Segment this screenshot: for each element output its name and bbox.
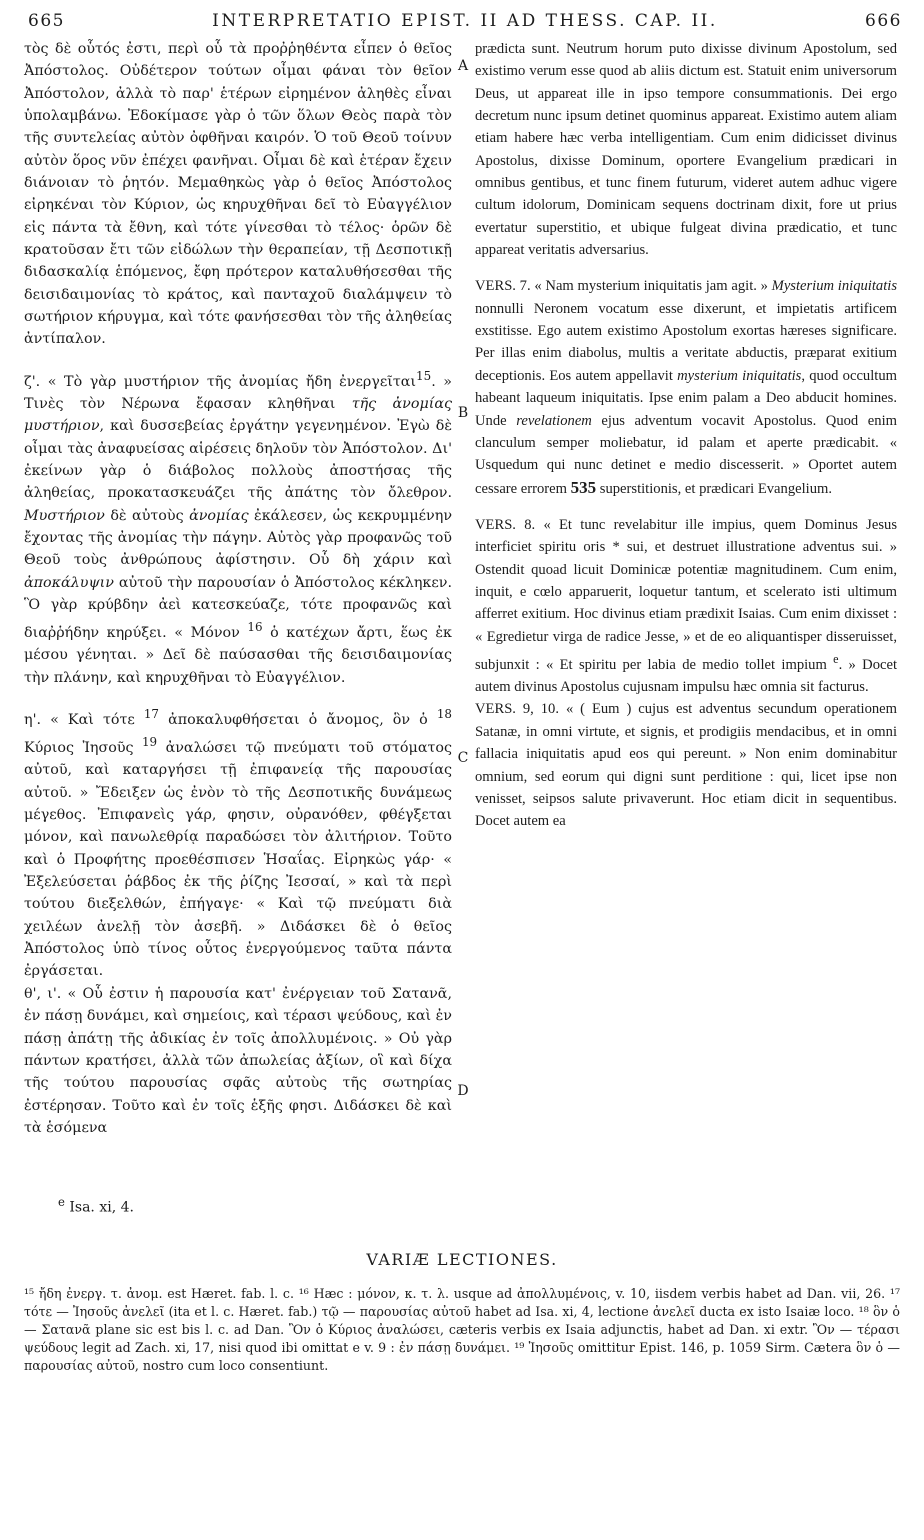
greek-paragraph-4: θ', ι'. « Οὗ ἐστιν ἡ παρουσία κατ' ἐνέργειαν τοῦ Σατανᾶ, ἐν πάσῃ δυνάμει, καὶ σημείοις, καὶ τέρασι ψεύδους, καὶ ἐν πάσῃ ἀπάτῃ τῆς ἀδικίας ἐν τοῖς ἀπολλυμένοις. » Οὐ γὰρ πάντων κρατήσει, ἀλλὰ τῶν ἀπωλείας ἀξίων, οἳ καὶ δίχα τῆς τούτου παρουσίας σφᾶς αὐτοὺς τῆς σωτηρίας ἐστέρησαν. Τοῦτο καὶ ἐν τοῖς ἑξῆς φησι. Διδάσκει δὲ καὶ τὰ ἑσόμενα <box>24 985 452 1136</box>
latin-paragraph-4: VERS. 9, 10. « ( Eum ) cujus est adventus secundum operationem Satanæ, in omni virtute, et signis, et prodigiis mendacibus, et in omni fallacia iniquitatis apud eos qui pereunt. » Non enim dominabitur omnium, sed eorum qui digni sunt perditione : qui, licet ipse non venisset, seipsos salute privaverunt. Hoc etiam dicit in sequentibus. Docet autem ea <box>475 701 897 830</box>
verse-label: ζ'. <box>24 373 41 390</box>
latin-paragraph-2: VERS. 7. « Nam mysterium iniquitatis jam agit. » Mysterium iniquitatis nonnulli Neronem vocatum esse dixerunt, et impietatis artificem exstitisse. Ego autem existimo Apostolum exortas hæreses significare. Per illas enim diabolus, multis a veritate abductis, præparat exitium deceptionis. Eos autem appellavit mysterium iniquitatis, quod occultum habeant laqueum iniquitatis. Ipse enim palam a Deo abducit homines. Unde revelationem ejus adventum vocavit Apostolus. Quod enim clanculum semper moliebatur, id palam et aperte prædicabit. « Usquedum qui nunc detinet e medio discesserit. » Oportet autem cessare errorem 535 superstitionis, et prædicari Evangelium. <box>475 278 897 497</box>
verse-label: η'. <box>24 711 42 728</box>
verse-label: θ', ι'. <box>24 985 62 1002</box>
variae-lectiones-title: VARIÆ LECTIONES. <box>366 1250 558 1269</box>
right-page-number: 666 <box>865 11 902 31</box>
marker-a: A <box>457 58 469 74</box>
variae-lectiones-text: ¹⁵ ἤδη ἐνεργ. τ. ἀνομ. est Hæret. fab. l. c. ¹⁶ Hæc : μόνον, κ. τ. λ. usque ad ἀπολλυμένοις, v. 10, iisdem verbis habet ad Dan. vii, 26. ¹⁷ τότε — Ἰησοῦς ἀνελεῖ (ita et l. c. Hæret. fab.) τῷ — παρουσίας αὐτοῦ habet ad Isa. xi, 4, lectione ἀνελεῖ ducta ex isto Isaiæ loco. ¹⁸ ὃν ὁ — Σατανᾶ plane sic est bis l. c. ad Dan. Ὃν ὁ Κύριος ἀναλώσει, cæteris verbis ex Isaia adjunctis, habet ad Dan. xi extr. Ὃν — τέρασι ψεύδους legit ad Zach. xi, 17, nisi quod ibi omittat e v. 9 : ἐν πάσῃ δυνάμει. ¹⁹ Ἰησοῦς omittitur Epist. 146, p. 1059 Sirm. Cætera ὃν ὁ — παρουσίας αὐτοῦ, nostro cum loco consentiunt. <box>24 1286 900 1373</box>
marker-b: B <box>457 405 469 421</box>
greek-column <box>24 38 452 1139</box>
verse-label: VERS. 9, 10. <box>475 701 560 718</box>
greek-paragraph-1: τὸς δὲ οὗτός ἐστι, περὶ οὗ τὰ προῤῥηθέντα εἶπεν ὁ θεῖος Ἀπόστολος. Οὐδέτερον τούτων οἶμαι φάναι τὸν θεῖον Ἀπόστολον, ἀλλὰ τὸ παρ' ἑτέρων εἰρημένον ἀληθὲς εἶναι ὑπολαμβάνω. Ἐδοκίμασε γὰρ ὁ τῶν ὅλων Θεὸς παρὰ τὸν τῆς συντελείας αὐτὸν ὀφθῆναι καιρόν. Ὁ τοῦ Θεοῦ τοίνυν αὐτὸν ὅρος νῦν ἐπέχει φανῆναι. Οἶμαι δὲ καὶ ἑτέραν ἔχειν διάνοιαν τὸ ῥητόν. Μεμαθηκὼς γὰρ ὁ θεῖος Ἀπόστολος εἰρηκέναι τὸν Κύριον, ὡς κηρυχθῆναι δεῖ τὸ Εὐαγγέλιον εἰς πάντα τὰ ἔθνη, καὶ τότε γίνεσθαι τὸ τέλος· ὁρῶν δὲ κρατοῦσαν ἔτι τῶν εἰδώλων τὴν θεραπείαν, τῇ Δεσποτικῇ διδασκαλίᾳ ἑπόμενος, ἔφη πρότερον καταλυθήσεσθαι τῆς δεισιδαιμονίας τὸ κράτος, καὶ πανταχοῦ διαλάμψειν τὸ σωτήριον κήρυγμα, καὶ τότε φανήσεσθαι τὸν τῆς ἀληθείας ἀντίπαλον. <box>24 41 452 348</box>
marker-c: C <box>457 750 469 766</box>
verse-label: VERS. 8. <box>475 516 536 533</box>
greek-paragraph-2: ζ'. « Τὸ γὰρ μυστήριον τῆς ἀνομίας ἤδη ἐνεργεῖται$^{15}$. » Τινὲς τὸν Νέρωνα ἔφασαν κληθῆναι τῆς ἀνομίας μυστήριον, καὶ δυσσεβείας ἐργάτην γεγενημένον. Ἐγὼ δὲ οἶμαι τὰς ἀναφυείσας αἱρέσεις δηλοῦν τὸν Ἀπόστολον. Δι' ἐκείνων γὰρ ὁ διάβολος πολλοὺς ἀποστήσας τῆς ἀληθείας, προκατασκευάζει τῆς ἀπάτης τὸν ὄλεθρον. Μυστήριον δὲ αὐτοὺς ἀνομίας ἐκάλεσεν, ὡς κεκρυμμένην ἔχοντας τῆς ἀνομίας τὴν πάγην. Αὐτὸς γὰρ προφανῶς τοῦ Θεοῦ τοὺς ἀνθρώπους ἀφίστησιν. Οὗ δὴ χάριν καὶ ἀποκάλυψιν αὐτοῦ τὴν παρουσίαν ὁ Ἀπόστολος κέκληκεν. Ὃ γὰρ κρύβδην ἀεὶ κατεσκεύαζε, τότε προφανῶς καὶ διαῤῥήδην κηρύξει. « Μόνον $^{16}$ ὁ κατέχων ἄρτι, ἕως ἐκ μέσου γένηται. » Δεῖ δὲ παύσασθαι τῆς δεισιδαιμονίας τὴν πλάνην, καὶ κηρυχθῆναι τὸ Εὐαγγέλιον. <box>24 368 453 686</box>
latin-paragraph-3: VERS. 8. « Et tunc revelabitur ille impius, quem Dominus Jesus interficiet spiritu oris * sui, et destruet illustratione adventus sui. » Ostendit quoad licuit Dominicæ potentiæ magnitudinem. Cum enim, inquit, e cœlo apparuerit, loquetur tantum, et scelerato isti ultimum afferret exitium. Hoc divinus etiam prædixit Isaias. Cum enim dixisset : « Egredietur virga de radice Jesse, » et de eo aliquantisper disseruisset, subjunxit : « Et spiritu per labia de medio tollet impium $^e$. » Docet autem divinus Apostolus cujusnam impulsu hæc omnia sit facturus. <box>475 516 897 696</box>
running-title: INTERPRETATIO EPIST. II AD THESS. CAP. II. <box>212 11 718 31</box>
latin-paragraph-1: prædicta sunt. Neutrum horum puto dixisse divinum Apostolum, sed existimo verum esse quod ab aliis dictum est. Statuit enim universorum Deus, ut appareat ille in ipso tempore consummationis. Dei ergo decretum nunc ipsum detinet quominus appareat. Existimo autem aliam etiam habere hæc verba intelligentiam. Cum enim didicisset divinus Apostolus, dixisse Dominum, oportere Evangelium prædicari in omnibus gentibus, et tunc finem futurum, videret autem adhuc vigere cultum idolorum, Dominicam sequens doctrinam dixit, fore ut prius evertatur superstitio, et ubique fulgeat divina prædicatio, et tunc appareat veritatis adversarius. <box>475 41 897 259</box>
marker-d: D <box>457 1083 469 1099</box>
latin-column <box>475 38 897 833</box>
left-page-number: 665 <box>28 11 65 31</box>
inline-page-number: 535 <box>570 477 597 497</box>
page-header <box>28 6 902 36</box>
greek-paragraph-3: η'. « Καὶ τότε $^{17}$ ἀποκαλυφθήσεται ὁ ἄνομος, ὃν ὁ $^{18}$ Κύριος Ἰησοῦς $^{19}$ ἀναλώσει τῷ πνεύματι τοῦ στόματος αὐτοῦ, καὶ καταργήσει τῇ ἐπιφανείᾳ τῆς παρουσίας αὐτοῦ. » Ἔδειξεν ὡς ἐνὸν τὸ τῆς Δεσποτικῆς δυνάμεως μέγεθος. Ἐπιφανεὶς γάρ, φησιν, οὐρανόθεν, φθέγξεται μόνον, καὶ πανωλεθρίᾳ παραδώσει τὸν ἀλιτήριον. Τοῦτο καὶ ὁ Προφήτης προεθέσπισεν Ἡσαΐας. Εἰρηκὼς γάρ· « Ἐξελεύσεται ῥάβδος ἐκ τῆς ῥίζης Ἰεσσαί, » καὶ τὰ περὶ τούτου διεξελθών, ἐπήγαγε· « Καὶ τῷ πνεύματι διὰ χειλέων ἀνελῇ τὸν ἀσεβῆ. » Διδάσκει δὲ ὁ θεῖος Ἀπόστολος ὑπὸ τίνος οὗτος ἐνεργούμενος ταῦτα πάντα ἐργάσεται. <box>24 707 453 980</box>
verse-label: VERS. 7. <box>475 278 531 295</box>
footnote: $^e$ Isa. xi, 4. <box>58 1195 134 1216</box>
